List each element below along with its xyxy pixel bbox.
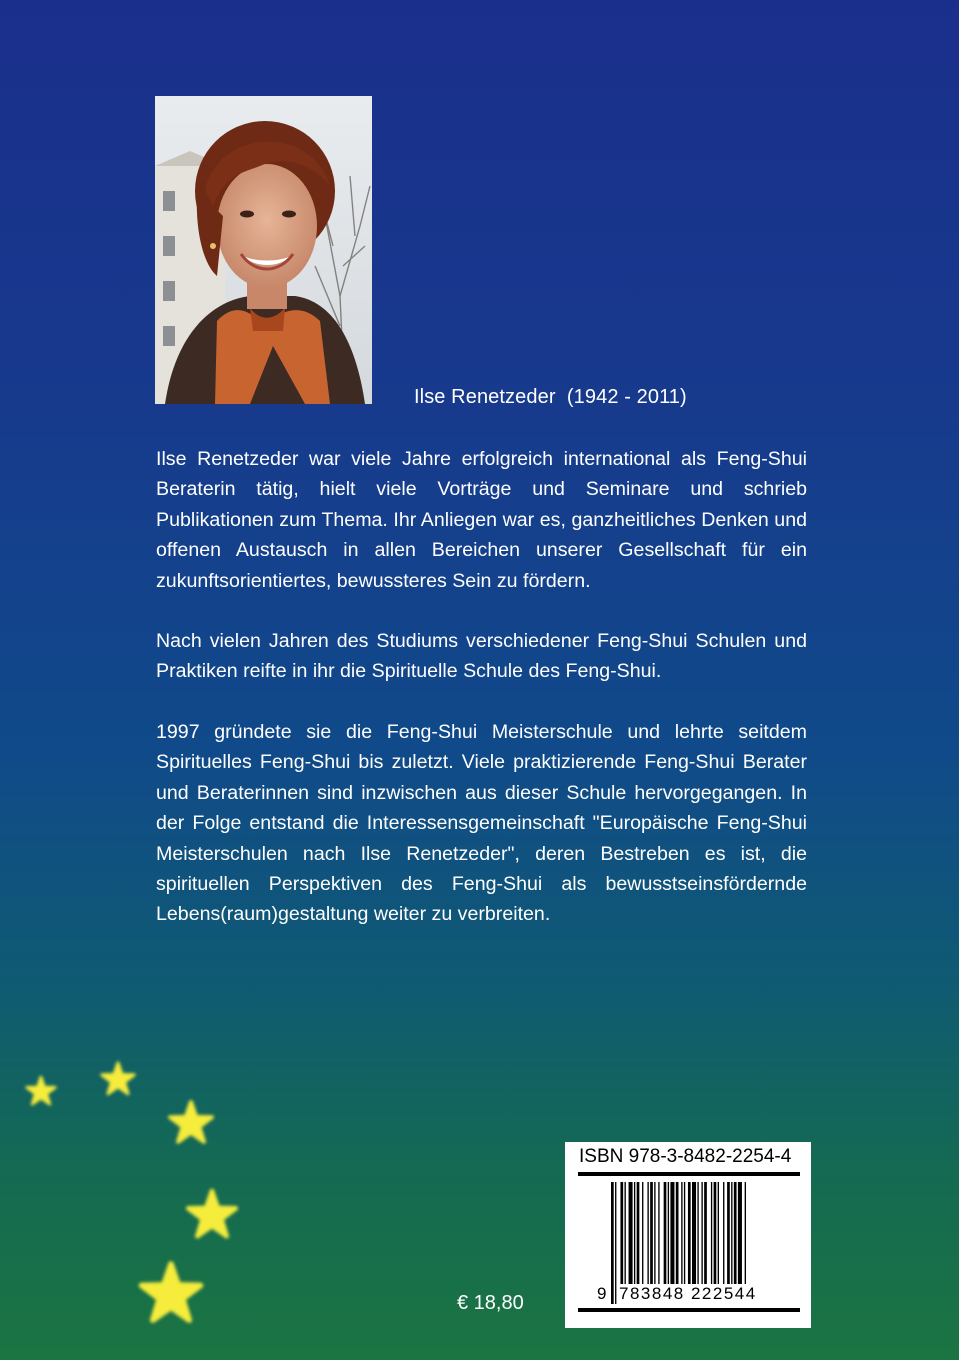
author-caption: Ilse Renetzeder (1942 - 2011): [414, 386, 687, 408]
star-icon: [187, 1191, 237, 1241]
isbn-label: ISBN 978-3-8482-2254-4: [579, 1146, 792, 1167]
star-icon: [140, 1264, 202, 1326]
barcode-lead-digit: 9: [597, 1284, 607, 1303]
biography-paragraph-2: Nach vielen Jahren des Studiums verschiedener Feng-Shui Schulen und Praktiken reifte in ihr die Spirituelle Schule des Feng-Shui.: [156, 630, 807, 683]
isbn-rule-bottom: [578, 1308, 800, 1312]
biography-paragraph-3: 1997 gründete sie die Feng-Shui Meisterschule und lehrte seitdem Spirituelles Feng-Shui bis zuletzt. Viele praktizierende Feng-Shui Berater und Beraterinnen sind inzwischen aus dieser Schule hervorgegangen. In der Folge entstand die Interessensgemeinschaft "Europäische Feng-Shui Meisterschulen nach Ilse Renetzeder", deren Bestreben es ist, die spirituellen Perspektiven des Feng-Shui als bewusstseinsfördernde Lebens(raum)gestaltung weiter zu verbreiten.: [156, 721, 807, 926]
price: € 18,80: [457, 1292, 524, 1314]
star-icon: [169, 1102, 213, 1146]
barcode-digits: 783848 222544: [619, 1284, 757, 1303]
star-icon: [101, 1063, 135, 1097]
isbn-barcode-box: [565, 1142, 811, 1328]
author-photo: [155, 96, 372, 404]
star-icon: [26, 1077, 56, 1107]
biography-paragraph-1: Ilse Renetzeder war viele Jahre erfolgreich international als Feng-Shui Beraterin tätig, hielt viele Vorträge und Seminare und schrieb Publikationen zum Thema. Ihr Anliegen war es, ganzheitliches Denken und offenen Austausch in allen Bereichen unserer Gesellschaft für ein zukunftsorientiertes, bewussteres Sein zu fördern.: [156, 448, 807, 592]
isbn-rule-top: [578, 1172, 800, 1176]
barcode-bar: [611, 1182, 614, 1304]
